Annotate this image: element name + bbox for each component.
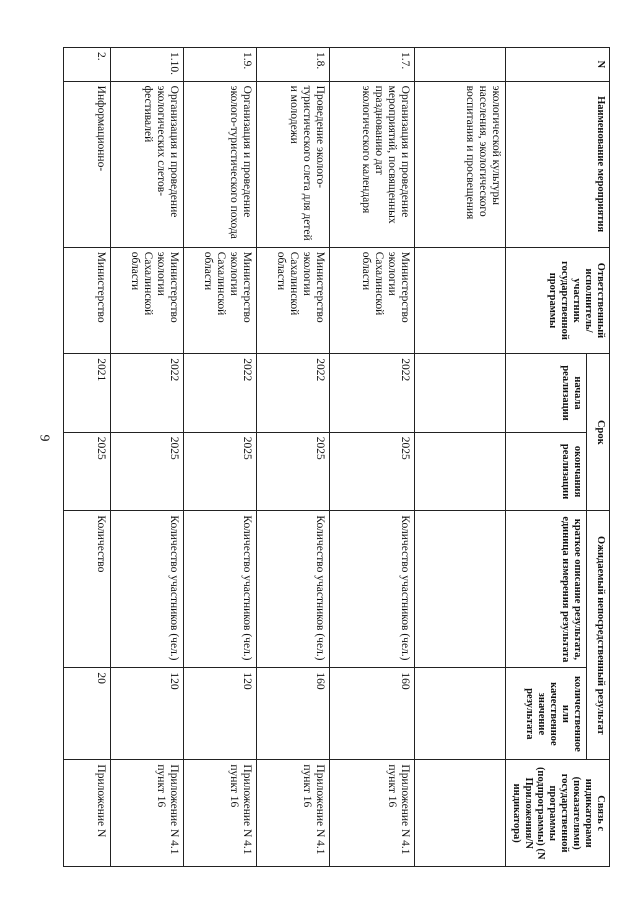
cell-start: 2021 [64,354,111,433]
cell-value: 160 [330,668,415,760]
cell-link: Приложение N 4.1 пункт 16 [330,760,415,867]
cell-desc [415,511,506,668]
cell-responsible [415,247,506,354]
cell-num: 1.10. [111,48,184,82]
cell-start: 2022 [111,354,184,433]
cell-name: Организация и проведение экологических слетов-фестивалей [111,81,184,247]
page-number: 9 [36,434,52,442]
cell-num: 1.9. [184,48,257,82]
cell-value: 120 [111,668,184,760]
header-value: количественное или качественное значение результата [506,668,587,760]
header-responsible: Ответственный исполнитель/ участник государственной программы [506,247,610,354]
table-row-continuation [415,48,506,867]
table-row [64,48,111,867]
cell-value: 20 [64,668,111,760]
cell-start [415,354,506,433]
cell-name: Организация и проведение мероприятий, посвященных празднованию дат экологического календаря [330,81,415,247]
cell-start: 2022 [257,354,330,433]
cell-end: 2025 [330,432,415,511]
cell-desc: Количество участников (чел.) [257,511,330,668]
header-start: начала реализации [506,354,587,433]
header-row-1 [587,48,610,867]
cell-num: 2. [64,48,111,82]
activities-table [64,47,611,867]
cell-value: 160 [257,668,330,760]
header-term: Срок [587,354,610,511]
table-row [111,48,184,867]
cell-end [415,432,506,511]
table-row [257,48,330,867]
cell-responsible: Министерство экологии Сахалинской области [111,247,184,354]
cell-responsible: Министерство экологии Сахалинской области [330,247,415,354]
cell-link: Приложение N 4.1 пункт 16 [257,760,330,867]
rotated-page-content [92,47,610,867]
table-row [184,48,257,867]
header-name: Наименование мероприятия [506,81,610,247]
header-desc: краткое описание результата, единица измерения результата [506,511,587,668]
table-row [330,48,415,867]
cell-end: 2025 [111,432,184,511]
cell-desc: Количество участников (чел.) [111,511,184,668]
cell-num [415,48,506,82]
cell-end: 2025 [64,432,111,511]
cell-value: 120 [184,668,257,760]
cell-responsible: Министерство [64,247,111,354]
cell-responsible: Министерство экологии Сахалинской области [257,247,330,354]
cell-end: 2025 [257,432,330,511]
cell-desc: Количество участников (чел.) [184,511,257,668]
cell-link: Приложение N 4.1 пункт 16 [184,760,257,867]
header-expected: Ожидаемый непосредственный результат [587,511,610,760]
cell-desc: Количество участников (чел.) [330,511,415,668]
header-num: N [506,48,610,82]
cell-name: Информационно- [64,81,111,247]
cell-name: экологической культуры населения, экологического воспитания и просвещения [415,81,506,247]
header-end: окончания реализации [506,432,587,511]
cell-desc: Количество [64,511,111,668]
cell-start: 2022 [330,354,415,433]
cell-num: 1.8. [257,48,330,82]
cell-link: Приложение N [64,760,111,867]
cell-name: Проведение эколого-туристического слета для детей и молодежи [257,81,330,247]
cell-link [415,760,506,867]
header-link: Связь с индикаторами (показателями) государственной программы (подпрограммы) (N Приложения/N индикатора) [506,760,610,867]
cell-value [415,668,506,760]
cell-name: Организация и проведение эколого-туристического похода [184,81,257,247]
cell-link: Приложение N 4.1 пункт 16 [111,760,184,867]
cell-num: 1.7. [330,48,415,82]
cell-responsible: Министерство экологии Сахалинской области [184,247,257,354]
cell-start: 2022 [184,354,257,433]
cell-end: 2025 [184,432,257,511]
